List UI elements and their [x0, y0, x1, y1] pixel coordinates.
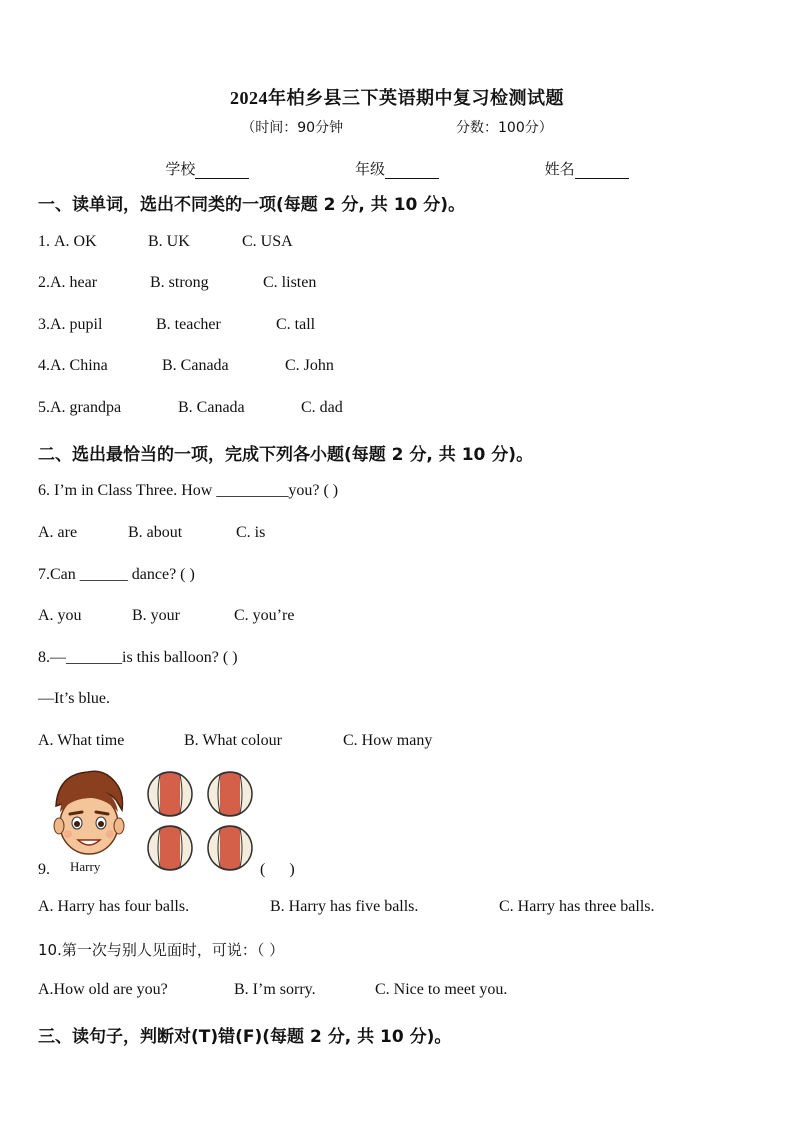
question-7-options [38, 607, 294, 625]
name-blank [575, 164, 629, 179]
q2-option-a: A. hear [50, 274, 98, 291]
school-label: 学校 [165, 160, 196, 178]
section-2-heading: 二、选出最恰当的一项，完成下列各小题(每题 2 分, 共 10 分)。 [38, 445, 534, 465]
q10-stem-text: 10.第一次与别人见面时，可说：（ ） [38, 941, 285, 959]
grade-blank [385, 164, 439, 179]
question-5 [38, 399, 343, 417]
q7-option-a: A. you [38, 607, 82, 624]
q4-option-a: A. China [50, 357, 108, 374]
student-info [0, 158, 794, 179]
question-10-options [38, 981, 507, 999]
time-info: （时间：90分钟 [241, 120, 344, 136]
q5-num: 5. [38, 399, 50, 416]
harry-avatar-icon [54, 771, 124, 854]
q8-option-a: A. What time [38, 732, 125, 749]
question-2 [38, 274, 316, 292]
question-6-stem: 6. I’m in Class Three. How _________you? ( ) [38, 482, 339, 499]
question-9-options [38, 898, 655, 916]
q3-num: 3. [38, 316, 50, 333]
question-6-options [38, 524, 265, 542]
section-1-heading: 一、读单词，选出不同类的一项(每题 2 分, 共 10 分)。 [38, 195, 466, 215]
q9-num: 9. [38, 861, 50, 878]
question-10-stem [38, 939, 284, 960]
q10-option-a: A.How old are you? [38, 981, 168, 998]
q5-option-c: C. dad [301, 399, 343, 416]
ball-icon-2 [208, 772, 252, 816]
q5-option-a: A. grandpa [50, 399, 122, 416]
grade-label: 年级 [354, 160, 385, 178]
exam-title: 2024年柏乡县三下英语期中复习检测试题 [230, 88, 564, 108]
q9-answer-paren: ( ) [260, 861, 295, 878]
q4-num: 4. [38, 357, 50, 374]
q4-option-b: B. Canada [162, 357, 229, 374]
q8-option-b: B. What colour [184, 732, 282, 749]
q10-option-c: C. Nice to meet you. [375, 981, 508, 998]
q3-option-a: A. pupil [50, 316, 103, 333]
q6-option-a: A. are [38, 524, 78, 541]
harry-label: Harry [70, 859, 101, 874]
ball-icon-3 [148, 826, 192, 870]
q7-option-b: B. your [132, 607, 180, 624]
q4-option-c: C. John [285, 357, 334, 374]
q6-option-b: B. about [128, 524, 183, 541]
exam-meta [0, 117, 794, 137]
question-8-stem: 8.—_______is this balloon? ( ) [38, 649, 238, 666]
ball-icon-1 [148, 772, 192, 816]
q9-option-b: B. Harry has five balls. [270, 898, 419, 915]
q6-option-c: C. is [236, 524, 266, 541]
question-1 [38, 233, 293, 251]
q8-option-c: C. How many [343, 732, 433, 749]
q9-option-c: C. Harry has three balls. [499, 898, 655, 915]
q1-option-a: A. OK [54, 233, 97, 250]
q1-option-b: B. UK [148, 233, 190, 250]
ball-icon-4 [208, 826, 252, 870]
question-7-stem: 7.Can ______ dance? ( ) [38, 566, 195, 583]
name-label: 姓名 [544, 160, 575, 178]
school-blank [195, 164, 249, 179]
q1-num: 1. [38, 233, 54, 250]
q10-option-b: B. I’m sorry. [234, 981, 316, 998]
question-8-options [38, 732, 432, 750]
q3-option-c: C. tall [276, 316, 316, 333]
q2-option-b: B. strong [150, 274, 209, 291]
question-4 [38, 357, 334, 375]
q7-option-c: C. you’re [234, 607, 295, 624]
q2-option-c: C. listen [263, 274, 317, 291]
q3-option-b: B. teacher [156, 316, 221, 333]
question-8-answer-line: —It’s blue. [38, 690, 110, 707]
score-info: 分数：100分） [456, 120, 553, 136]
q2-num: 2. [38, 274, 50, 291]
question-3 [38, 316, 315, 334]
q9-option-a: A. Harry has four balls. [38, 898, 190, 915]
q1-option-c: C. USA [242, 233, 293, 250]
q5-option-b: B. Canada [178, 399, 245, 416]
section-3-heading: 三、读句子，判断对(T)错(F)(每题 2 分, 共 10 分)。 [38, 1027, 452, 1047]
